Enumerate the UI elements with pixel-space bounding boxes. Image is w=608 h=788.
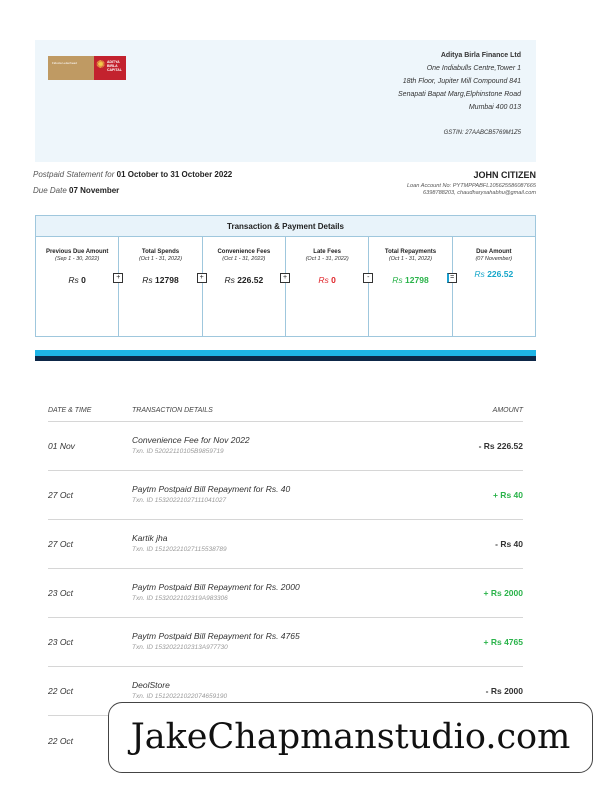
period-label: Postpaid Statement for — [33, 170, 115, 179]
txn-title: Paytm Postpaid Bill Repayment for Rs. 2000 — [132, 582, 300, 592]
summary-col-late-fees — [286, 237, 369, 336]
statement-info — [35, 167, 536, 207]
txn-date: 22 Oct — [48, 735, 74, 746]
company-name: Aditya Birla Finance Ltd — [440, 52, 521, 59]
payment-summary-table — [35, 215, 536, 337]
col-range: (Oct 1 - 31, 2022) — [222, 256, 266, 262]
txn-id: Txn. ID 15120221022074659190 — [132, 693, 228, 700]
col-value: Rs 12798 — [392, 275, 429, 285]
txn-date: 23 Oct — [48, 637, 74, 647]
col-range: (07 November) — [475, 256, 513, 262]
table-row — [48, 471, 523, 520]
txn-amount: + Rs 40 — [492, 490, 523, 500]
divider-stripe-navy — [35, 356, 536, 361]
plus-operator: + — [280, 273, 290, 283]
col-title: Total Repayments — [384, 249, 437, 255]
customer-block — [407, 167, 536, 197]
address-line: Senapati Bapat Marg,Elphinstone Road — [398, 91, 521, 98]
due-label: Due Date — [33, 186, 67, 195]
letterhead — [35, 40, 536, 162]
txn-id: Txn. ID 15320221027111041027 — [132, 497, 227, 504]
col-range: (Sep 1 - 30, 2022) — [54, 256, 100, 262]
address-line: One Indiabulls Centre,Tower 1 — [426, 65, 521, 72]
plus-operator: + — [113, 273, 123, 283]
header-details: TRANSACTION DETAILS — [132, 407, 213, 414]
plus-operator: + — [197, 273, 207, 283]
header-amount: AMOUNT — [492, 407, 523, 414]
period-value: 01 October to 31 October 2022 — [116, 170, 233, 179]
equals-operator: = — [447, 273, 457, 283]
txn-amount: - Rs 226.52 — [478, 441, 523, 451]
txn-amount: - Rs 2000 — [485, 686, 523, 696]
col-title: Previous Due Amount — [45, 249, 109, 255]
col-value: Rs 226.52 — [474, 269, 514, 279]
txn-id: Txn. ID 1532022102319A983306 — [132, 595, 228, 602]
txn-id: Txn. ID 52022110105B9859719 — [132, 448, 224, 455]
txn-date: 23 Oct — [48, 588, 74, 598]
table-row — [48, 520, 523, 569]
col-range: (Oct 1 - 31, 2022) — [138, 256, 183, 262]
table-row — [48, 422, 523, 471]
table-row — [48, 569, 523, 618]
contact-info: 6398788203, chaudharysahabhu@gmail.com — [423, 190, 536, 196]
txn-amount: - Rs 40 — [495, 539, 523, 549]
txn-title: Paytm Postpaid Bill Repayment for Rs. 40 — [132, 484, 291, 494]
col-value: Rs 0 — [318, 275, 336, 285]
txn-title: Kartik jha — [132, 533, 168, 543]
statement-page — [35, 40, 536, 760]
summary-col-total-repayments — [369, 237, 455, 336]
logo-left-text: Fiducia Letterhead — [52, 61, 77, 65]
logo-gold-panel — [48, 56, 94, 80]
txn-title: DeolStore — [132, 680, 170, 690]
sunburst-icon: ✺ — [96, 59, 106, 71]
col-value: Rs 226.52 — [224, 275, 264, 285]
company-address — [398, 49, 521, 114]
col-range: (Oct 1 - 31, 2022) — [388, 256, 433, 262]
watermark-banner: JakeChapmanstudio.com — [108, 702, 593, 773]
col-value: Rs 0 — [68, 275, 86, 285]
col-title: Late Fees — [313, 249, 341, 255]
txn-id: Txn. ID 1532022102313A977730 — [132, 644, 228, 651]
header-date: DATE & TIME — [48, 407, 92, 414]
transaction-list-header — [48, 400, 523, 422]
txn-amount: + Rs 4765 — [483, 637, 523, 647]
col-title: Total Spends — [141, 249, 180, 255]
txn-date: 27 Oct — [48, 490, 74, 500]
gstin: GSTIN: 27AABCB5769M1Z5 — [443, 130, 521, 136]
summary-col-total-spends — [119, 237, 202, 336]
loan-account: Loan Account No: PYTMPPABFL105625586087665 — [406, 183, 536, 189]
col-value: Rs 12798 — [142, 275, 179, 285]
statement-period — [33, 167, 232, 183]
txn-amount: + Rs 2000 — [483, 588, 523, 598]
summary-col-previous-due — [36, 237, 119, 336]
txn-id: Txn. ID 15120221027115538789 — [132, 546, 227, 553]
txn-title: Paytm Postpaid Bill Repayment for Rs. 4765 — [132, 631, 300, 641]
summary-col-due-amount — [453, 237, 535, 336]
col-title: Convenience Fees — [217, 249, 271, 255]
address-line: Mumbai 400 013 — [468, 104, 521, 111]
statement-period-block — [33, 167, 232, 199]
txn-date: 27 Oct — [48, 539, 74, 549]
table-row — [48, 618, 523, 667]
col-range: (Oct 1 - 31, 2022) — [305, 256, 349, 262]
aditya-birla-logo — [48, 56, 126, 80]
col-title: Due Amount — [476, 249, 512, 255]
minus-operator: - — [363, 273, 373, 283]
due-value: 07 November — [69, 186, 120, 195]
summary-col-convenience-fees — [203, 237, 286, 336]
txn-date: 22 Oct — [48, 686, 74, 696]
logo-red-panel — [94, 56, 126, 80]
txn-title: Convenience Fee for Nov 2022 — [132, 435, 250, 445]
logo-right-text: ADITYA BIRLA CAPITAL — [107, 60, 122, 72]
due-date — [33, 183, 232, 199]
txn-date: 01 Nov — [48, 441, 75, 451]
address-line: 18th Floor, Jupiter Mill Compound 841 — [402, 78, 521, 85]
summary-title: Transaction & Payment Details — [36, 216, 535, 237]
customer-name: JOHN CITIZEN — [473, 170, 536, 180]
